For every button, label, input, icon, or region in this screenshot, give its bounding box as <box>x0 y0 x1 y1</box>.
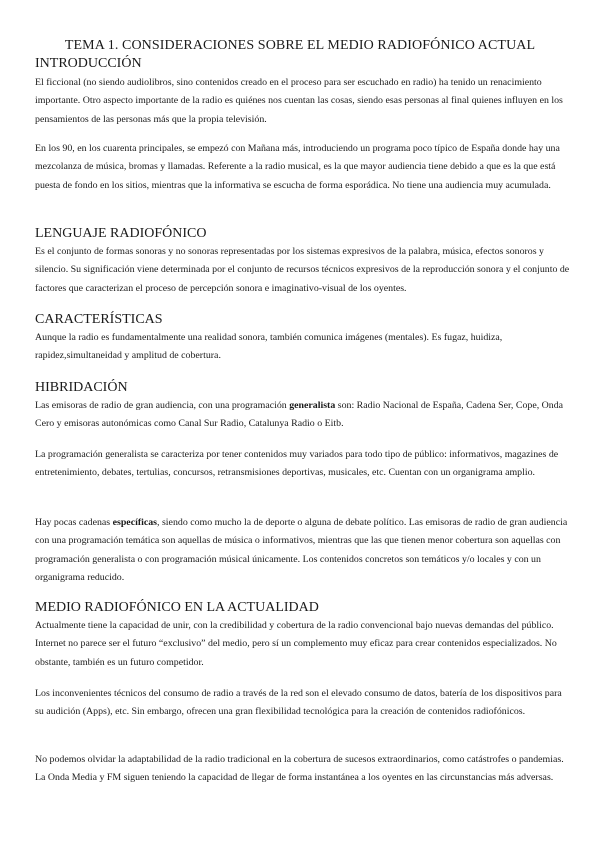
section-heading-hibridacion: HIBRIDACIÓN <box>35 380 128 395</box>
paragraph-actualidad-2: Los inconvenientes técnicos del consumo de radio a través de la red son el elevado consumo de datos, batería de los dispositivos para su audición (Apps), etc. Sin embargo, ofrecen una gran flexibilidad tecnológica para la creación de contenidos radiofónicos. <box>35 688 562 718</box>
paragraph-actualidad-3: No podemos olvidar la adaptabilidad de la radio tradicional en la cobertura de sucesos extraordinarios, como catástrofes o pandemias. La Onda Media y FM siguen teniendo la capacidad de llegar de forma instantánea a los oyentes en las circunstancias más adversas. <box>35 754 564 784</box>
section-heading-caracteristicas: CARACTERÍSTICAS <box>35 312 163 327</box>
section-heading-actualidad: MEDIO RADIOFÓNICO EN LA ACTUALIDAD <box>35 600 319 615</box>
paragraph-hibridacion-1 <box>35 397 570 434</box>
bold-term-generalista: generalista <box>289 400 336 411</box>
paragraph-caracteristicas-1: Aunque la radio es fundamentalmente una realidad sonora, también comunica imágenes (mentales). Es fugaz, huidiza, rapidez,simultaneidad y amplitud de cobertura. <box>35 332 503 362</box>
paragraph-hibridacion-3 <box>35 514 570 587</box>
paragraph-actualidad-1: Actualmente tiene la capacidad de unir, con la credibilidad y cobertura de la radio convencional bajo nuevas demandas del público. Internet no parece ser el futuro “exclusivo” del medio, pero sí un complemento muy eficaz para crear contenidos especializados. No obstante, también es un futuro competidor. <box>35 620 557 668</box>
paragraph-lenguaje-1: Es el conjunto de formas sonoras y no sonoras representadas por los sistemas expresivos de la palabra, música, efectos sonoros y silencio. Su significación viene determinada por el conjunto de recursos técnicos expresivos de la reproducción sonora y el conjunto de factores que caracterizan el proceso de percepción sonora e imaginativo-visual de los oyentes. <box>35 246 570 294</box>
paragraph-intro-2: En los 90, en los cuarenta principales, se empezó con Mañana más, introduciendo un programa poco típico de España donde hay una mezcolanza de música, bromas y llamadas. Referente a la radio musical, es la que mayor audiencia tiene debido a que es la que está puesta de fondo en los sitios, mientras que la informativa se escucha de forma esporádica. No tiene una audiencia muy acumulada. <box>35 143 560 191</box>
paragraph-text: Hay pocas cadenas <box>35 517 113 528</box>
paragraph-hibridacion-2: La programación generalista se caracteriza por tener contenidos muy variados para todo tipo de público: informativos, magazines de entretenimiento, debates, tertulias, concursos, retransmisiones deportivas, musicales, etc. Cuentan con un organigrama amplio. <box>35 449 559 479</box>
document-title: TEMA 1. CONSIDERACIONES SOBRE EL MEDIO RADIOFÓNICO ACTUAL <box>64 38 536 53</box>
section-heading-lenguaje: LENGUAJE RADIOFÓNICO <box>35 226 207 241</box>
paragraph-text: son: Radio Nacional de España, Cadena Ser, Cope, Onda Cero y emisoras autonómicas como Canal Sur Radio, Catalunya Radio o Eitb. <box>35 400 564 430</box>
bold-term-especificas: específicas <box>112 517 158 528</box>
section-heading-introduccion: INTRODUCCIÓN <box>35 56 142 71</box>
paragraph-intro-1: El ficcional (no siendo audiolibros, sino contenidos creado en el proceso para ser escuchado en radio) ha tenido un renacimiento importante. Otro aspecto importante de la radio es quiénes nos cuentan las cosas, siendo esas personas al final quienes influyen en los pensamientos de las personas más que la propia televisión. <box>35 77 563 125</box>
paragraph-text: , siendo como mucho la de deporte o alguna de debate político. Las emisoras de radio de gran audiencia con una programación temática son aquellas de música o informativos, mientras que las que tienen menor cobertura son aquellas con programación generalista o con programación músical únicamente. Los contenidos concretos son temáticos y/o locales y con un organigrama reducido. <box>35 517 568 583</box>
paragraph-text: Las emisoras de radio de gran audiencia, con una programación <box>35 400 290 411</box>
